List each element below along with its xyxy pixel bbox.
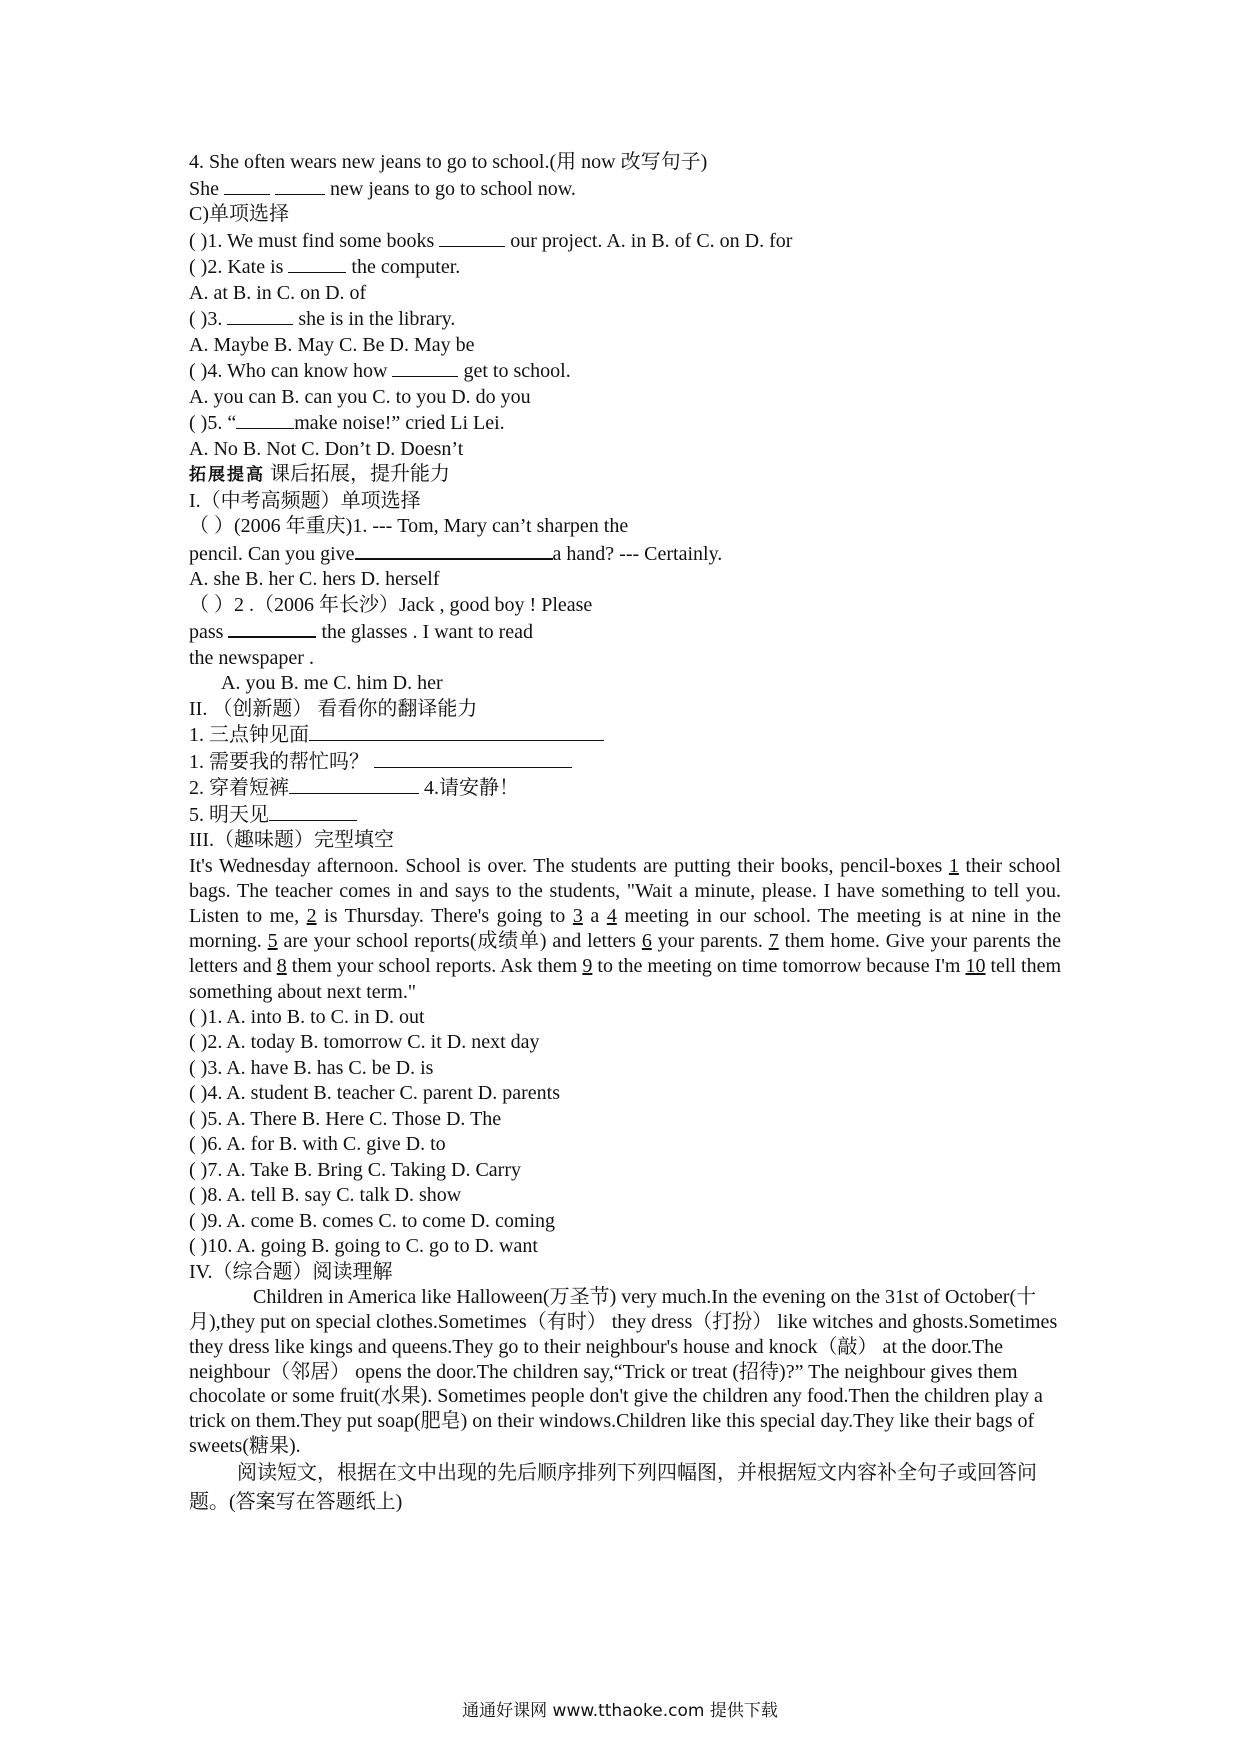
answer-blank	[309, 722, 604, 741]
mc-question-3: ( )3. she is in the library.	[189, 308, 456, 330]
answer-blank	[275, 176, 325, 195]
answer-blank	[227, 306, 293, 325]
part-i-q2-options: A. you B. me C. him D. her	[221, 672, 443, 694]
cloze-option-4: ( )4. A. student B. teacher C. parent D. parents	[189, 1082, 561, 1105]
answer-blank	[289, 775, 419, 794]
rewrite-question: 4. She often wears new jeans to go to school.(用 now 改写句子)	[189, 151, 708, 173]
cloze-option-9: ( )9. A. come B. comes C. to come D. coming	[189, 1209, 556, 1232]
mc-options-3: A. Maybe B. May C. Be D. May be	[189, 333, 475, 356]
translation-item-3: 2. 穿着短裤 4.请安静！	[189, 777, 519, 799]
part-i-q1-line1: （ ）(2006 年重庆)1. --- Tom, Mary can’t sharpen the	[189, 515, 629, 537]
answer-blank	[269, 802, 357, 821]
extension-header	[189, 462, 1061, 489]
section-c-title: C)单项选择	[189, 203, 289, 225]
translation-item-1: 1. 三点钟见面	[189, 722, 1061, 749]
mc-options-5: A. No B. Not C. Don’t D. Doesn’t	[189, 437, 464, 460]
mc-question-4: ( )4. Who can know how get to school.	[189, 360, 571, 382]
translation-item-5: 5. 明天见	[189, 802, 1061, 829]
part-ii-title: II. （创新题） 看看你的翻译能力	[189, 697, 478, 720]
cloze-number: 1	[948, 854, 959, 877]
cloze-number: 8	[276, 955, 287, 978]
answer-blank	[236, 410, 294, 429]
part-i-title: I.（中考高频题）单项选择	[189, 489, 421, 512]
part-i-q2-line2: pass the glasses . I want to read	[189, 618, 1061, 646]
cloze-number: 2	[306, 904, 317, 927]
cloze-passage: It's Wednesday afternoon. School is over. The students are putting their books, pencil-boxes 1 their school bags. The teacher comes in and says to the students, "Wait a minute, please. I have something to tell you. Listen to me, 2 is Thursday. There's going to 3 a 4 meeting in our school. The meeting is at nine in the morning. 5 are your school reports(成绩单) and letters 6 your parents. 7 them home. Give your parents the letters and 8 them your school reports. Ask them 9 to the meeting on time tomorrow because I'm 10 tell them something about next term."	[189, 854, 1062, 1003]
part-i-q1-options: A. she B. her C. hers D. herself	[189, 568, 440, 590]
cloze-number: 6	[641, 930, 652, 953]
cloze-number: 5	[267, 930, 278, 953]
extension-brush-title: 拓展提高	[189, 465, 265, 485]
cloze-number: 10	[965, 955, 986, 978]
rewrite-rest: new jeans to go to school now.	[330, 177, 576, 200]
answer-blank	[228, 618, 316, 638]
cloze-option-10: ( )10. A. going B. going to C. go to D. want	[189, 1235, 538, 1258]
mc-options-4: A. you can B. can you C. to you D. do you	[189, 385, 531, 408]
answer-blank	[374, 749, 572, 768]
part-i-q2-line3: the newspaper .	[189, 646, 314, 669]
cloze-number: 3	[572, 904, 583, 927]
rewrite-answer-line	[189, 176, 1061, 203]
worksheet-content	[189, 150, 1061, 1517]
cloze-number: 7	[768, 930, 779, 953]
reading-passage: Children in America like Halloween(万圣节) very much.In the evening on the 31st of October(十月),they put on special clothes.Sometimes（有时） they dress（打扮） like witches and ghosts.Sometimes they dress like kings and queens.They go to their neighbour's house and knock（敲） at the door.The neighbour（邻居） opens the door.The children say,“Trick or treat (招待)?” The neighbour gives them chocolate or some fruit(水果). Sometimes people don't give the children any food.Then the children play a trick on them.They put soap(肥皂) on their windows.Children like this special day.They like their bags of sweets(糖果).	[189, 1286, 1058, 1457]
translation-item-4: 4.请安静！	[424, 777, 519, 799]
mc-question-1: ( )1. We must find some books our project. A. in B. of C. on D. for	[189, 229, 793, 252]
mc-options-2: A. at B. in C. on D. of	[189, 281, 367, 304]
mc-question-5: ( )5. “ make noise!” cried Li Lei.	[189, 412, 505, 434]
answer-blank	[392, 358, 458, 377]
reading-instruction: 阅读短文，根据在文中出现的先后顺序排列下列四幅图，并根据短文内容补全句子或回答问题。(答案写在答题纸上)	[189, 1461, 1037, 1513]
cloze-option-8: ( )8. A. tell B. say C. talk D. show	[189, 1184, 462, 1207]
translation-item-2: 1. 需要我的帮忙吗？	[189, 749, 1061, 776]
cloze-option-2: ( )2. A. today B. tomorrow C. it D. next day	[189, 1031, 540, 1054]
part-iii-title: III.（趣味题）完型填空	[189, 829, 394, 851]
answer-blank	[288, 254, 346, 273]
answer-blank	[355, 540, 553, 560]
cloze-option-6: ( )6. A. for B. with C. give D. to	[189, 1133, 446, 1156]
part-i-q2-line1: （ ）2 .（2006 年长沙）Jack , good boy ! Please	[189, 593, 593, 616]
cloze-option-3: ( )3. A. have B. has C. be D. is	[189, 1056, 434, 1079]
rewrite-subject: She	[189, 177, 219, 200]
cloze-number: 9	[582, 955, 593, 978]
part-i-q1-line2: pencil. Can you give a hand? --- Certainly.	[189, 540, 1061, 568]
answer-blank	[224, 176, 270, 195]
part-iv-title: IV.（综合题）阅读理解	[189, 1260, 393, 1283]
page-footer: 通通好课网 www.tthaoke.com 提供下载	[462, 1701, 778, 1721]
cloze-option-7: ( )7. A. Take B. Bring C. Taking D. Carry	[189, 1158, 521, 1181]
answer-blank	[439, 228, 505, 247]
mc-question-2: ( )2. Kate is the computer.	[189, 256, 461, 278]
cloze-option-1: ( )1. A. into B. to C. in D. out	[189, 1005, 425, 1028]
cloze-option-5: ( )5. A. There B. Here C. Those D. The	[189, 1107, 502, 1130]
cloze-number: 4	[606, 904, 617, 927]
extension-title: 课后拓展，提升能力	[270, 463, 450, 485]
